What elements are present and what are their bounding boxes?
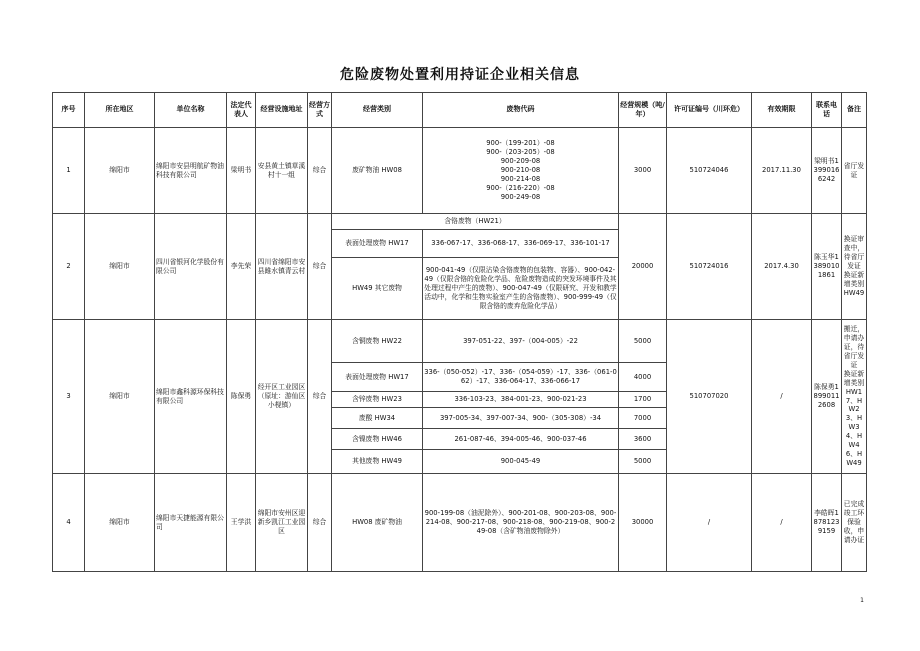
table-row — [53, 320, 867, 363]
cell-phone: 梁明书13990166242 — [812, 128, 842, 214]
cell-group: 含铬废物（HW21） — [332, 214, 619, 230]
cell-license: / — [667, 474, 752, 572]
cell-phone: 李皓晖18781239159 — [812, 474, 842, 572]
header-remark: 备注 — [842, 93, 867, 128]
cell-rep: 陈保勇 — [227, 320, 256, 474]
header-site: 经营设施地址 — [256, 93, 308, 128]
cell-category: 其他废物 HW49 — [332, 450, 423, 474]
header-valid: 有效期限 — [752, 93, 812, 128]
cell-category: HW08 废矿物油 — [332, 474, 423, 572]
cell-scale: 3000 — [619, 128, 667, 214]
cell-rep: 李先荣 — [227, 214, 256, 320]
cell-category: 含锌废物 HW23 — [332, 392, 423, 408]
page-title: 危险废物处置利用持证企业相关信息 — [340, 67, 580, 83]
cell-scale: 20000 — [619, 214, 667, 320]
header-scale: 经营规模（吨/年） — [619, 93, 667, 128]
cell-scale: 3600 — [619, 429, 667, 450]
cell-site: 四川省绵阳市安县雎水镇青云村 — [256, 214, 308, 320]
header-mode: 经营方式 — [308, 93, 332, 128]
cell-scale: 5000 — [619, 450, 667, 474]
cell-mode: 综合 — [308, 214, 332, 320]
cell-codes: 336-（050-052）-17、336-（054-059）-17、336-（061-062）-17、336-064-17、336-066-17 — [423, 363, 619, 392]
cell-category: 废矿物油 HW08 — [332, 128, 423, 214]
cell-company: 绵阳市鑫科源环保科技有限公司 — [155, 320, 227, 474]
cell-company: 绵阳市天捷能源有限公司 — [155, 474, 227, 572]
cell-scale: 7000 — [619, 408, 667, 429]
cell-site: 安县黄土镇草溪村十一组 — [256, 128, 308, 214]
cell-codes: 336-103-23、384-001-23、900-021-23 — [423, 392, 619, 408]
cell-company: 四川省银河化学股份有限公司 — [155, 214, 227, 320]
table-row — [53, 128, 867, 214]
cell-codes: 397-051-22、397-（004-005）-22 — [423, 320, 619, 363]
header-region: 所在地区 — [85, 93, 155, 128]
cell-valid: / — [752, 320, 812, 474]
cell-region: 绵阳市 — [85, 474, 155, 572]
cell-site: 经开区工业园区（原址：游仙区小枧镇） — [256, 320, 308, 474]
cell-mode: 综合 — [308, 320, 332, 474]
header-phone: 联系电话 — [812, 93, 842, 128]
cell-codes: 397-005-34、397-007-34、900-（305-308）-34 — [423, 408, 619, 429]
cell-remark: 已完成竣工环保验收，申请办证 — [842, 474, 867, 572]
cell-codes: 261-087-46、394-005-46、900-037-46 — [423, 429, 619, 450]
cell-license: 510724016 — [667, 214, 752, 320]
cell-category: 表面处理废物 HW17 — [332, 363, 423, 392]
cell-scale: 4000 — [619, 363, 667, 392]
cell-category: 表面处理废物 HW17 — [332, 230, 423, 258]
cell-region: 绵阳市 — [85, 128, 155, 214]
cell-scale: 5000 — [619, 320, 667, 363]
cell-valid: 2017.4.30 — [752, 214, 812, 320]
cell-seq: 2 — [53, 214, 85, 320]
cell-codes: 900-（199-201）-08 900-（203-205）-08 900-209-08 900-210-08 900-214-08 900-（216-220）-08 900-249-08 — [423, 128, 619, 214]
cell-seq: 4 — [53, 474, 85, 572]
table-row — [53, 474, 867, 572]
cell-phone: 陈玉华13890101861 — [812, 214, 842, 320]
cell-remark: 省厅发证 — [842, 128, 867, 214]
license-table — [52, 92, 867, 572]
header-seq: 序号 — [53, 93, 85, 128]
cell-phone: 陈保勇18990112608 — [812, 320, 842, 474]
cell-category: 含镍废物 HW46 — [332, 429, 423, 450]
cell-license: 510707020 — [667, 320, 752, 474]
cell-rep: 王学洪 — [227, 474, 256, 572]
cell-category: 含铜废物 HW22 — [332, 320, 423, 363]
table-header-row — [53, 93, 867, 128]
table-row — [53, 214, 867, 230]
cell-region: 绵阳市 — [85, 320, 155, 474]
cell-valid: / — [752, 474, 812, 572]
cell-scale: 1700 — [619, 392, 667, 408]
cell-mode: 综合 — [308, 128, 332, 214]
cell-category: HW49 其它废物 — [332, 258, 423, 320]
header-license: 许可证编号（川环危） — [667, 93, 752, 128]
header-category: 经营类别 — [332, 93, 423, 128]
cell-category: 废酸 HW34 — [332, 408, 423, 429]
cell-scale: 30000 — [619, 474, 667, 572]
cell-remark: 搬迁，申请办证，待省厅发证 换证新增类别HW17、HW23、HW34、HW46、HW49 — [842, 320, 867, 474]
cell-codes: 900-199-08（油泥除外）、900-201-08、900-203-08、900-214-08、900-217-08、900-218-08、900-219-08、900-249-08（含矿物油废物除外） — [423, 474, 619, 572]
header-rep: 法定代表人 — [227, 93, 256, 128]
page-number: 1 — [860, 597, 864, 604]
cell-site: 绵阳市安州区迎新乡凯江工业园区 — [256, 474, 308, 572]
cell-codes: 336-067-17、336-068-17、336-069-17、336-101-17 — [423, 230, 619, 258]
cell-seq: 3 — [53, 320, 85, 474]
header-codes: 废物代码 — [423, 93, 619, 128]
cell-seq: 1 — [53, 128, 85, 214]
cell-mode: 综合 — [308, 474, 332, 572]
cell-codes: 900-041-49（仅限沾染含铬废物的包装物、容器）、900-042-49（仅限含铬的危险化学品、危险废物造成的突发环境事件及其处理过程中产生的废物）、900-047-49（仅限研究、开发和教学活动中，化学和生物实验室产生的含铬废物）、900-999-49（仅限含铬的废弃危险化学品） — [423, 258, 619, 320]
cell-valid: 2017.11.30 — [752, 128, 812, 214]
cell-codes: 900-045-49 — [423, 450, 619, 474]
cell-remark: 换证审查中，待省厅发证 换证新增类别HW49 — [842, 214, 867, 320]
cell-license: 510724046 — [667, 128, 752, 214]
cell-rep: 梁明书 — [227, 128, 256, 214]
header-company: 单位名称 — [155, 93, 227, 128]
cell-region: 绵阳市 — [85, 214, 155, 320]
cell-company: 绵阳市安县明航矿物油科技有限公司 — [155, 128, 227, 214]
